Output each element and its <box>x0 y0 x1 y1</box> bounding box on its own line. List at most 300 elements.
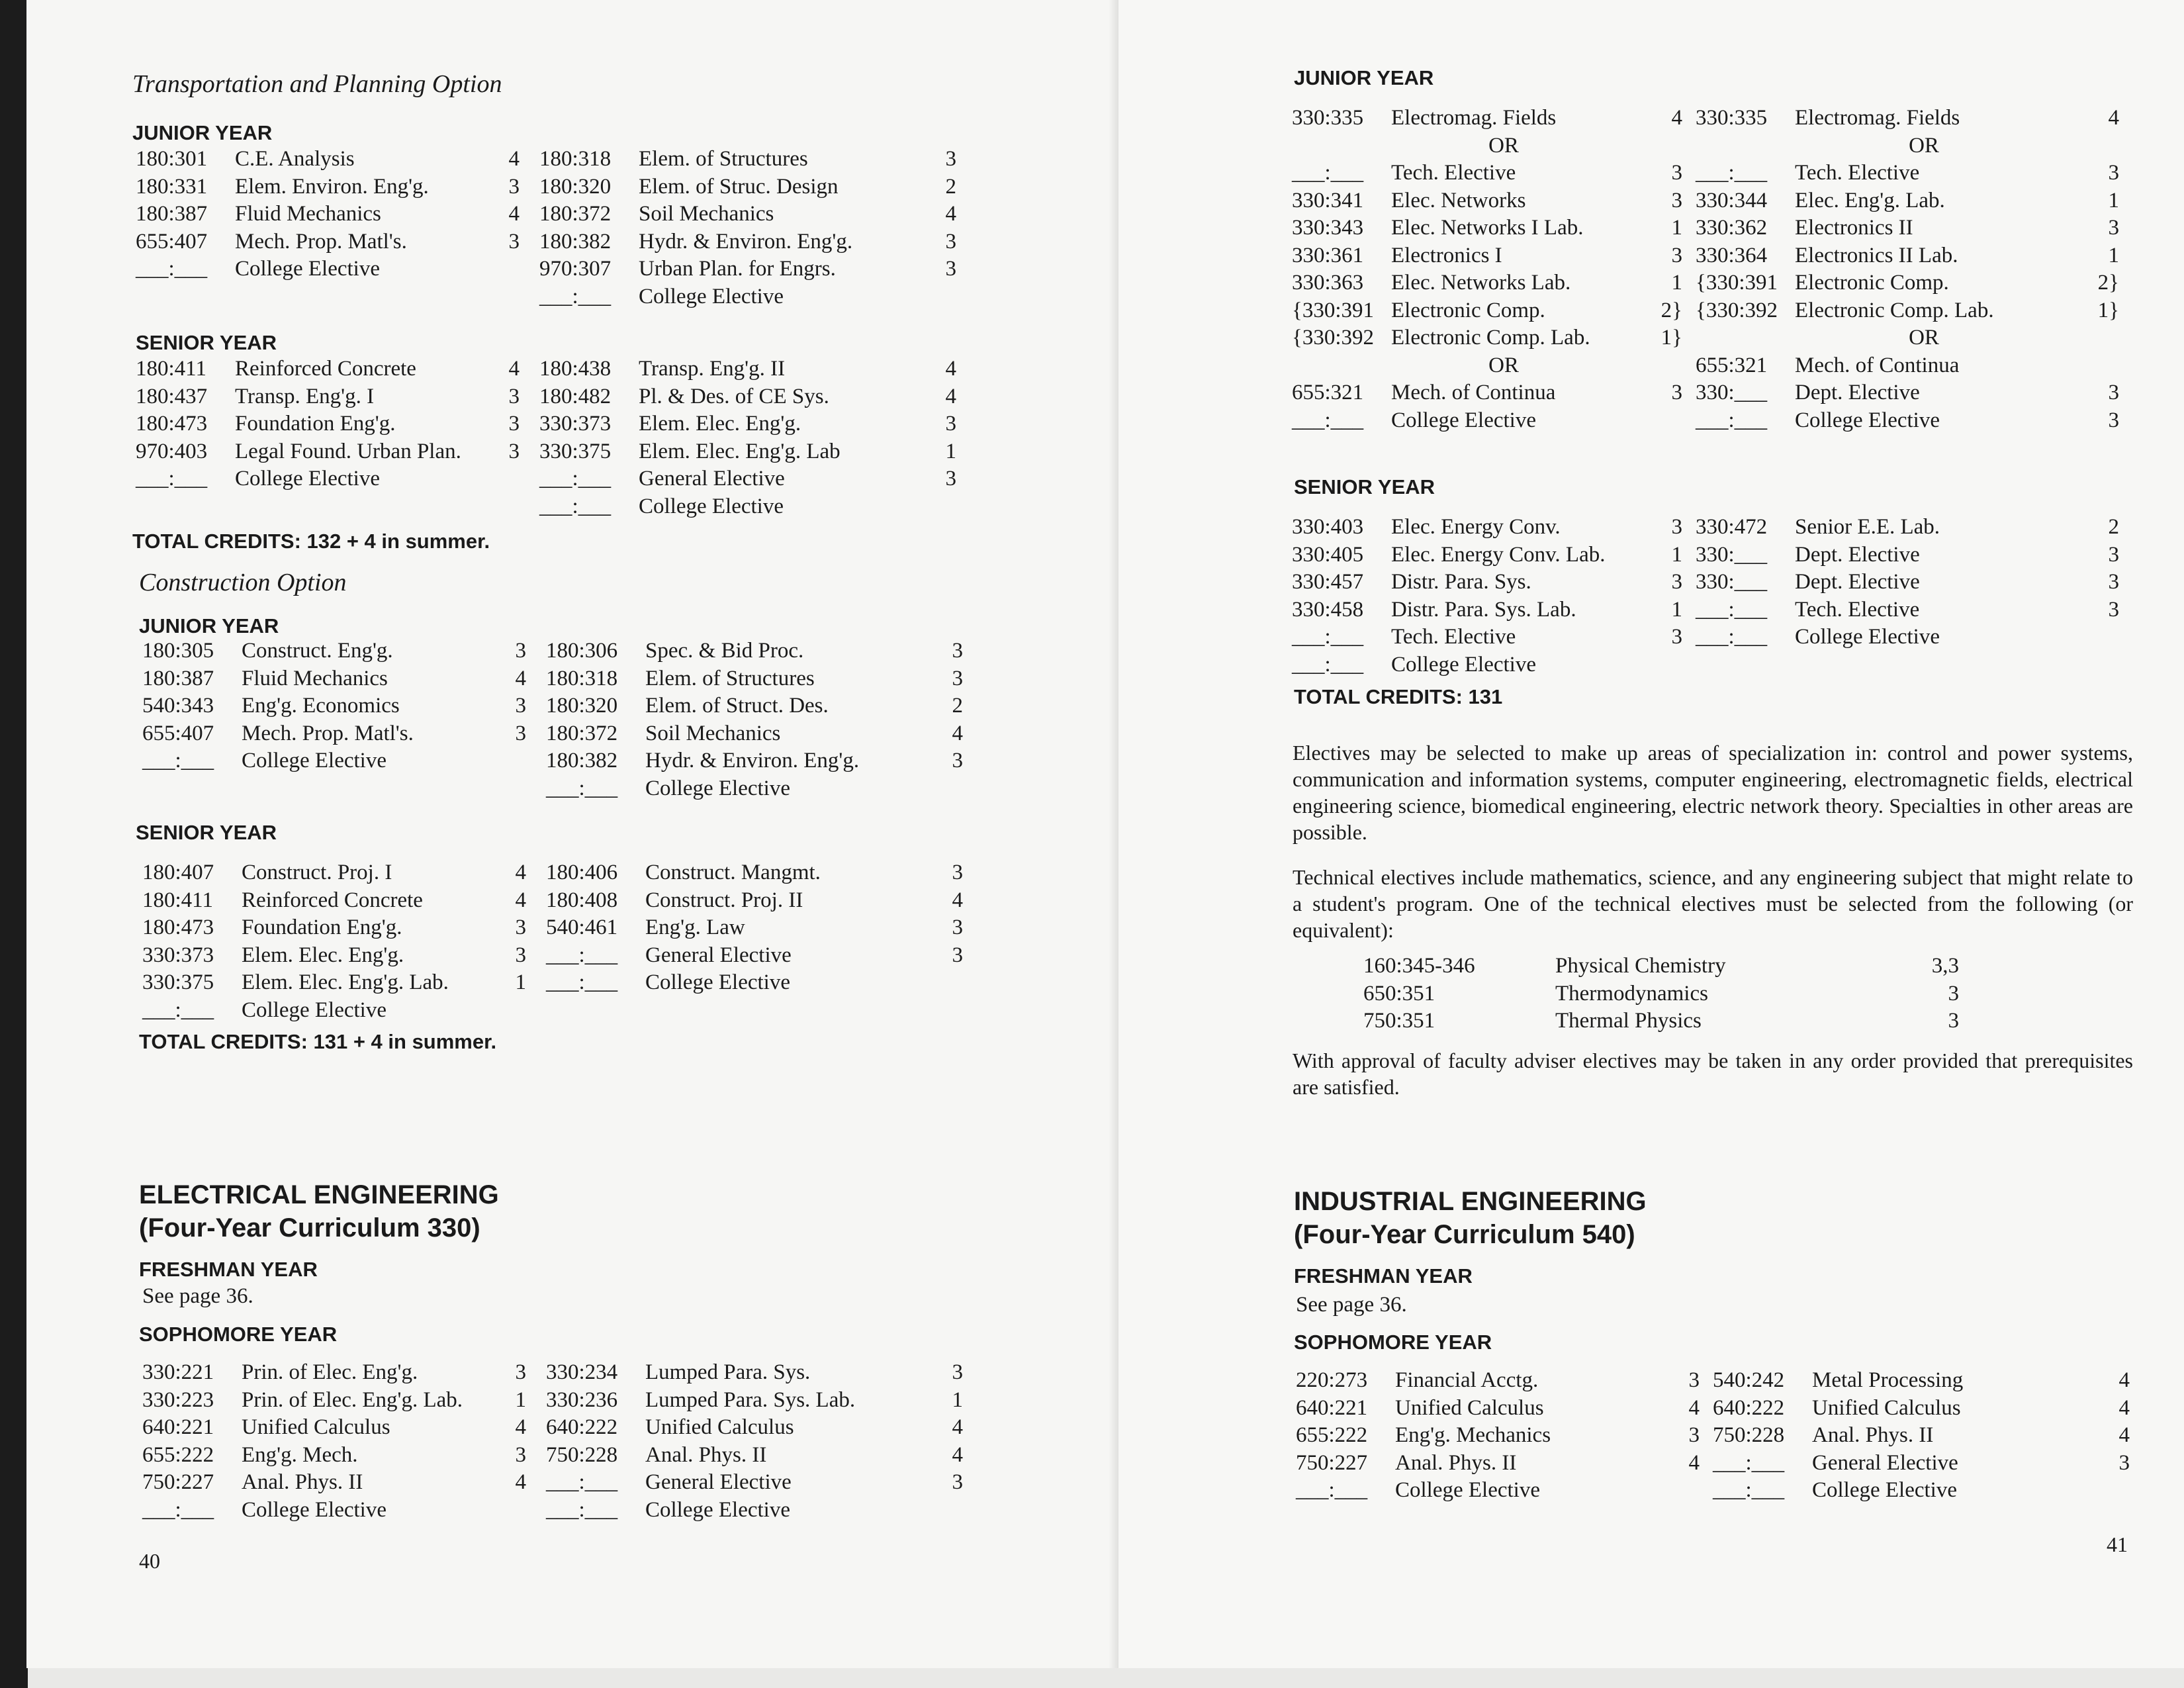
course-title: College Elective <box>235 467 380 491</box>
course-title: OR <box>1909 326 1939 350</box>
course-code: ___:___ <box>1292 408 1364 432</box>
course-credits: 4 <box>515 861 526 884</box>
course-credits: 4 <box>952 1442 963 1467</box>
course-title: Transp. Eng'g. I <box>235 384 375 408</box>
course-code: 180:331 <box>136 174 208 199</box>
course-row <box>136 467 956 494</box>
course-title: College Elective <box>645 1497 790 1522</box>
course-code: 750:228 <box>546 1442 618 1467</box>
course-code: 750:227 <box>1296 1450 1368 1475</box>
construction-junior-table <box>142 639 963 804</box>
course-row <box>142 1388 963 1416</box>
course-code: 650:351 <box>1363 981 1435 1006</box>
course-title: College Elective <box>639 284 784 308</box>
course-title: Lumped Para. Sys. <box>645 1360 811 1384</box>
course-code: 330:223 <box>142 1387 214 1412</box>
course-title: College Elective <box>1812 1478 1957 1502</box>
course-title: Electromag. Fields <box>1391 106 1557 130</box>
course-credits: 3 <box>952 1360 963 1384</box>
course-code: 330:375 <box>142 970 214 994</box>
course-code: ___:___ <box>142 1497 214 1522</box>
course-credits: 4 <box>515 888 526 912</box>
course-title: Foundation Eng'g. <box>235 412 396 436</box>
course-row <box>1292 381 2119 408</box>
course-title: Elec. Networks I Lab. <box>1391 216 1584 240</box>
course-title: Electronics I <box>1391 243 1502 267</box>
course-code: 750:228 <box>1713 1423 1785 1447</box>
course-title: Prin. of Elec. Eng'g. <box>242 1360 418 1384</box>
course-credits: 3 <box>508 439 520 463</box>
course-row <box>142 667 963 694</box>
course-row <box>1296 1396 2130 1424</box>
course-title: General Elective <box>645 1470 792 1494</box>
course-title: Anal. Phys. II <box>1812 1423 1934 1447</box>
course-code: 640:221 <box>142 1415 214 1439</box>
course-title: Elem. of Structures <box>645 666 815 690</box>
course-code: 330:457 <box>1292 570 1364 594</box>
course-credits: 3 <box>2108 408 2119 432</box>
course-code: 970:307 <box>539 257 612 281</box>
course-code: 330:344 <box>1696 188 1768 212</box>
course-code: ___:___ <box>1713 1478 1785 1502</box>
course-title: Elem. of Structures <box>639 147 808 171</box>
course-row <box>1292 353 2119 381</box>
course-title: OR <box>1488 133 1519 158</box>
ee-junior-table <box>1292 106 2119 436</box>
course-credits: 4 <box>952 1415 963 1439</box>
course-title: Eng'g. Mech. <box>242 1442 358 1467</box>
ee-freshman-heading: FRESHMAN YEAR <box>139 1258 318 1281</box>
course-code: ___:___ <box>1696 597 1768 622</box>
transport-total-credits: TOTAL CREDITS: 132 + 4 in summer. <box>132 530 490 553</box>
course-title: Anal. Phys. II <box>242 1470 363 1494</box>
course-credits: 4 <box>515 1415 526 1439</box>
course-title: College Elective <box>242 749 387 773</box>
course-title: Electronic Comp. <box>1795 271 1949 295</box>
course-row <box>1296 1451 2130 1479</box>
course-row <box>1292 134 2119 162</box>
course-title: Senior E.E. Lab. <box>1795 515 1940 539</box>
course-title: Electronics II Lab. <box>1795 243 1958 267</box>
course-code: ___:___ <box>1296 1478 1368 1502</box>
course-title: Mech. Prop. Matl's. <box>242 721 414 745</box>
approval-paragraph: With approval of faculty adviser electives may be taken in any order provided that prerequisites are satisfied. <box>1293 1049 2133 1099</box>
course-code: 180:387 <box>142 666 214 690</box>
course-row <box>142 1498 963 1526</box>
course-credits: 1 <box>2108 188 2119 212</box>
course-code: 330:403 <box>1292 515 1364 539</box>
course-code: 330:361 <box>1292 243 1364 267</box>
course-credits: 3 <box>515 639 526 663</box>
course-credits: 3 <box>1671 161 1682 185</box>
course-code: 330:363 <box>1292 271 1364 295</box>
course-code: 180:473 <box>136 412 208 436</box>
course-code: 330:221 <box>142 1360 214 1384</box>
course-code: 970:403 <box>136 439 208 463</box>
transport-junior-table <box>136 147 956 312</box>
course-title: College Elective <box>1395 1478 1540 1502</box>
construction-option-heading: Construction Option <box>139 569 347 596</box>
course-credits: 1 <box>1671 597 1682 622</box>
course-code: 330:458 <box>1292 597 1364 622</box>
course-title: C.E. Analysis <box>235 147 355 171</box>
course-title: College Elective <box>645 776 790 800</box>
course-title: College Elective <box>1391 652 1536 677</box>
construction-total-credits: TOTAL CREDITS: 131 + 4 in summer. <box>139 1030 497 1053</box>
course-code: ___:___ <box>136 467 208 491</box>
course-row <box>142 943 963 971</box>
course-code: ___:___ <box>546 776 618 800</box>
course-code: 180:482 <box>539 384 612 408</box>
course-title: College Elective <box>639 494 784 518</box>
course-credits: 4 <box>2118 1423 2130 1447</box>
construction-junior-heading: JUNIOR YEAR <box>139 614 279 637</box>
course-title: Unified Calculus <box>1395 1395 1544 1420</box>
course-credits: 4 <box>515 1470 526 1494</box>
course-row <box>136 494 956 522</box>
transport-option-heading: Transportation and Planning Option <box>132 70 502 98</box>
page-number-left: 40 <box>139 1549 160 1573</box>
course-credits: 1} <box>2097 298 2119 322</box>
course-code: 180:407 <box>142 861 214 884</box>
course-title: Hydr. & Environ. Eng'g. <box>645 749 860 773</box>
course-credits: 3 <box>2108 542 2119 567</box>
course-title: Tech. Elective <box>1795 161 1920 185</box>
course-row <box>142 749 963 776</box>
course-credits: 2} <box>1661 298 1682 322</box>
course-row <box>1292 244 2119 271</box>
ee-sophomore-heading: SOPHOMORE YEAR <box>139 1323 338 1346</box>
course-credits: 4 <box>508 357 520 381</box>
course-credits: 1 <box>1671 542 1682 567</box>
course-row <box>1292 570 2119 598</box>
course-row <box>1292 161 2119 189</box>
course-title: College Elective <box>1795 408 1940 432</box>
course-row <box>1296 1423 2130 1451</box>
course-row <box>142 1415 963 1443</box>
course-title: OR <box>1488 353 1519 377</box>
course-credits: 3 <box>952 1470 963 1494</box>
course-title: Distr. Para. Sys. Lab. <box>1391 597 1576 622</box>
course-title: Spec. & Bid Proc. <box>645 639 804 663</box>
course-title: Tech. Elective <box>1391 625 1516 649</box>
course-credits: 3 <box>515 694 526 718</box>
course-row <box>136 175 956 203</box>
ie-title: INDUSTRIAL ENGINEERING <box>1294 1187 1647 1216</box>
transport-junior-heading: JUNIOR YEAR <box>132 121 273 144</box>
course-code: 220:273 <box>1296 1368 1368 1392</box>
course-credits: 3 <box>508 229 520 254</box>
course-code: 540:461 <box>546 915 618 939</box>
page-40 <box>26 0 1118 1668</box>
course-code: ___:___ <box>1696 408 1768 432</box>
course-title: Thermodynamics <box>1555 981 1708 1006</box>
course-credits: 4 <box>1671 106 1682 130</box>
course-title: Distr. Para. Sys. <box>1391 570 1531 594</box>
course-row <box>1292 408 2119 436</box>
course-code: ___:___ <box>1696 625 1768 649</box>
course-title: Elem. Elec. Eng'g. Lab. <box>242 970 449 994</box>
course-row <box>136 147 956 175</box>
course-row <box>1292 543 2119 571</box>
course-title: College Elective <box>242 1497 387 1522</box>
course-credits: 3 <box>2108 216 2119 240</box>
course-code: 180:306 <box>546 639 618 663</box>
course-code: ___:___ <box>546 1497 618 1522</box>
ee-senior-table <box>1292 515 2119 680</box>
course-code: 180:411 <box>136 357 206 381</box>
course-title: OR <box>1909 133 1939 158</box>
course-title: Elec. Networks Lab. <box>1391 271 1571 295</box>
course-row <box>142 915 963 943</box>
course-title: Hydr. & Environ. Eng'g. <box>639 229 853 254</box>
course-credits: 3 <box>1671 381 1682 404</box>
course-title: Legal Found. Urban Plan. <box>235 439 461 463</box>
course-row <box>1292 598 2119 626</box>
course-title: Elem. of Struct. Des. <box>645 694 829 718</box>
course-credits: 3 <box>952 915 963 939</box>
course-credits: 4 <box>508 202 520 226</box>
course-credits: 2 <box>952 694 963 718</box>
course-row <box>1292 653 2119 680</box>
course-code: 180:408 <box>546 888 618 912</box>
course-row <box>1363 982 1959 1009</box>
course-credits: 4 <box>508 147 520 171</box>
course-code: 540:242 <box>1713 1368 1785 1392</box>
course-row <box>1296 1478 2130 1506</box>
ee-senior-heading: SENIOR YEAR <box>1294 475 1435 498</box>
course-code: 180:406 <box>546 861 618 884</box>
course-row <box>1292 271 2119 299</box>
course-code: 180:382 <box>546 749 618 773</box>
course-credits: 3 <box>1948 981 1959 1006</box>
course-credits: 1 <box>952 1387 963 1412</box>
course-code: ___:___ <box>142 749 214 773</box>
course-row <box>142 998 963 1026</box>
course-credits: 4 <box>2118 1368 2130 1392</box>
course-code: 180:473 <box>142 915 214 939</box>
electives-paragraph: Electives may be selected to make up areas of specialization in: control and power systems, communication and information systems, computer engineering, electromagnetic fields, electrical engineering science, biomedical engineering, electric network theory. Specialties in other areas are possible. <box>1293 741 2133 844</box>
course-title: Electronic Comp. <box>1391 298 1545 322</box>
course-code: 180:438 <box>539 357 612 381</box>
course-credits: 3 <box>508 412 520 436</box>
course-row <box>1292 299 2119 326</box>
course-title: College Elective <box>235 257 380 281</box>
course-credits: 3 <box>1948 1009 1959 1033</box>
course-title: Soil Mechanics <box>639 202 774 226</box>
course-credits: 1 <box>515 1387 526 1412</box>
technical-electives-list <box>1363 954 1959 1037</box>
course-code: 330:335 <box>1696 106 1768 130</box>
course-code: ___:___ <box>1696 161 1768 185</box>
course-credits: 3 <box>515 721 526 745</box>
course-title: Eng'g. Law <box>645 915 745 939</box>
course-row <box>142 1360 963 1388</box>
course-credits: 3 <box>945 147 956 171</box>
course-code: 160:345-346 <box>1363 954 1475 978</box>
course-code: 750:227 <box>142 1470 214 1494</box>
course-code: 180:382 <box>539 229 612 254</box>
course-credits: 3 <box>952 666 963 690</box>
ie-sophomore-table <box>1296 1368 2130 1506</box>
ee-total-credits: TOTAL CREDITS: 131 <box>1294 685 1503 708</box>
course-credits: 3,3 <box>1931 954 1959 978</box>
course-credits: 3 <box>1688 1368 1700 1392</box>
course-title: Elem. Elec. Eng'g. <box>242 943 404 967</box>
course-title: Fluid Mechanics <box>242 666 388 690</box>
course-code: 330:375 <box>539 439 612 463</box>
course-code: ___:___ <box>539 284 612 308</box>
course-credits: 4 <box>945 357 956 381</box>
course-code: 330:343 <box>1292 216 1364 240</box>
course-credits: 2} <box>2097 271 2119 295</box>
course-title: Physical Chemistry <box>1555 954 1726 978</box>
course-row <box>142 1470 963 1498</box>
course-title: Dept. Elective <box>1795 570 1920 594</box>
course-title: Anal. Phys. II <box>645 1442 767 1467</box>
course-row <box>142 694 963 722</box>
course-code: ___:___ <box>1292 652 1364 677</box>
course-code: 330:405 <box>1292 542 1364 567</box>
course-credits: 1 <box>1671 216 1682 240</box>
course-credits: 1 <box>515 970 526 994</box>
course-title: Elem. of Struc. Design <box>639 174 839 199</box>
course-code: 655:321 <box>1696 353 1768 377</box>
course-code: 330:373 <box>539 412 612 436</box>
page-41 <box>1118 0 2184 1668</box>
course-credits: 3 <box>1688 1423 1700 1447</box>
course-code: ___:___ <box>136 257 208 281</box>
scan-edge <box>0 0 28 1688</box>
course-title: Eng'g. Mechanics <box>1395 1423 1551 1447</box>
course-code: 180:320 <box>539 174 612 199</box>
course-title: Financial Acctg. <box>1395 1368 1539 1392</box>
course-title: Construct. Proj. I <box>242 861 392 884</box>
course-title: Unified Calculus <box>242 1415 390 1439</box>
course-row <box>1296 1368 2130 1396</box>
course-code: {330:392 <box>1292 326 1375 350</box>
course-title: Thermal Physics <box>1555 1009 1702 1033</box>
course-title: Elem. Environ. Eng'g. <box>235 174 429 199</box>
course-title: Eng'g. Economics <box>242 694 400 718</box>
course-credits: 3 <box>945 257 956 281</box>
course-title: Transp. Eng'g. II <box>639 357 786 381</box>
course-code: 640:221 <box>1296 1395 1368 1420</box>
course-code: 180:411 <box>142 888 213 912</box>
course-row <box>142 888 963 916</box>
course-row <box>1292 515 2119 543</box>
construction-senior-heading: SENIOR YEAR <box>136 821 277 844</box>
course-title: Unified Calculus <box>1812 1395 1961 1420</box>
course-credits: 4 <box>945 384 956 408</box>
course-title: Lumped Para. Sys. Lab. <box>645 1387 856 1412</box>
construction-senior-table <box>142 861 963 1025</box>
course-credits: 4 <box>515 666 526 690</box>
course-code: 330:364 <box>1696 243 1768 267</box>
course-code: 330:___ <box>1696 570 1768 594</box>
course-credits: 3 <box>952 639 963 663</box>
course-credits: 3 <box>515 915 526 939</box>
course-code: 640:222 <box>546 1415 618 1439</box>
course-credits: 4 <box>952 888 963 912</box>
course-credits: 1} <box>1661 326 1682 350</box>
course-credits: 3 <box>1671 243 1682 267</box>
course-title: Tech. Elective <box>1391 161 1516 185</box>
ie-freshman-text: See page 36. <box>1296 1293 1407 1317</box>
course-credits: 3 <box>945 467 956 491</box>
course-credits: 3 <box>1671 570 1682 594</box>
course-title: Construct. Proj. II <box>645 888 803 912</box>
course-code: ___:___ <box>546 970 618 994</box>
course-title: Elem. Elec. Eng'g. <box>639 412 801 436</box>
course-title: Electromag. Fields <box>1795 106 1960 130</box>
course-row <box>136 385 956 412</box>
course-title: General Elective <box>1812 1450 1958 1475</box>
course-code: 655:321 <box>1292 381 1364 404</box>
course-credits: 3 <box>508 384 520 408</box>
course-title: General Elective <box>639 467 785 491</box>
course-row <box>1363 954 1959 982</box>
course-title: Dept. Elective <box>1795 542 1920 567</box>
course-title: Anal. Phys. II <box>1395 1450 1517 1475</box>
course-row <box>1292 189 2119 216</box>
course-credits: 3 <box>952 943 963 967</box>
course-credits: 3 <box>952 749 963 773</box>
course-title: Prin. of Elec. Eng'g. Lab. <box>242 1387 463 1412</box>
course-code: 180:305 <box>142 639 214 663</box>
ie-subtitle: (Four-Year Curriculum 540) <box>1294 1220 1635 1249</box>
course-credits: 3 <box>1671 515 1682 539</box>
course-credits: 1 <box>945 439 956 463</box>
course-code: ___:___ <box>142 998 214 1022</box>
course-code: 180:387 <box>136 202 208 226</box>
course-row <box>142 1443 963 1471</box>
course-row <box>142 861 963 888</box>
course-code: 655:222 <box>142 1442 214 1467</box>
course-title: Metal Processing <box>1812 1368 1964 1392</box>
course-credits: 3 <box>508 174 520 199</box>
course-credits: 2 <box>945 174 956 199</box>
course-code: ___:___ <box>539 494 612 518</box>
course-code: 180:318 <box>539 147 612 171</box>
course-title: Reinforced Concrete <box>235 357 416 381</box>
course-code: {330:392 <box>1696 298 1778 322</box>
course-code: 180:437 <box>136 384 208 408</box>
course-row <box>142 722 963 749</box>
course-title: Elem. Elec. Eng'g. Lab <box>639 439 841 463</box>
course-title: Mech. of Continua <box>1391 381 1556 404</box>
transport-senior-table <box>136 357 956 522</box>
course-code: 330:234 <box>546 1360 618 1384</box>
course-title: Pl. & Des. of CE Sys. <box>639 384 829 408</box>
ie-sophomore-heading: SOPHOMORE YEAR <box>1294 1331 1492 1354</box>
course-code: 330:341 <box>1292 188 1364 212</box>
course-code: 330:362 <box>1696 216 1768 240</box>
course-code: 750:351 <box>1363 1009 1435 1033</box>
ee-title: ELECTRICAL ENGINEERING <box>139 1180 499 1209</box>
course-credits: 2 <box>2108 515 2119 539</box>
course-row <box>136 440 956 467</box>
course-credits: 3 <box>1671 625 1682 649</box>
course-credits: 3 <box>515 1360 526 1384</box>
course-row <box>1292 326 2119 353</box>
course-row <box>136 357 956 385</box>
course-code: 655:407 <box>142 721 214 745</box>
course-code: 180:372 <box>546 721 618 745</box>
course-row <box>1292 625 2119 653</box>
course-code: ___:___ <box>546 1470 618 1494</box>
course-row <box>136 285 956 312</box>
